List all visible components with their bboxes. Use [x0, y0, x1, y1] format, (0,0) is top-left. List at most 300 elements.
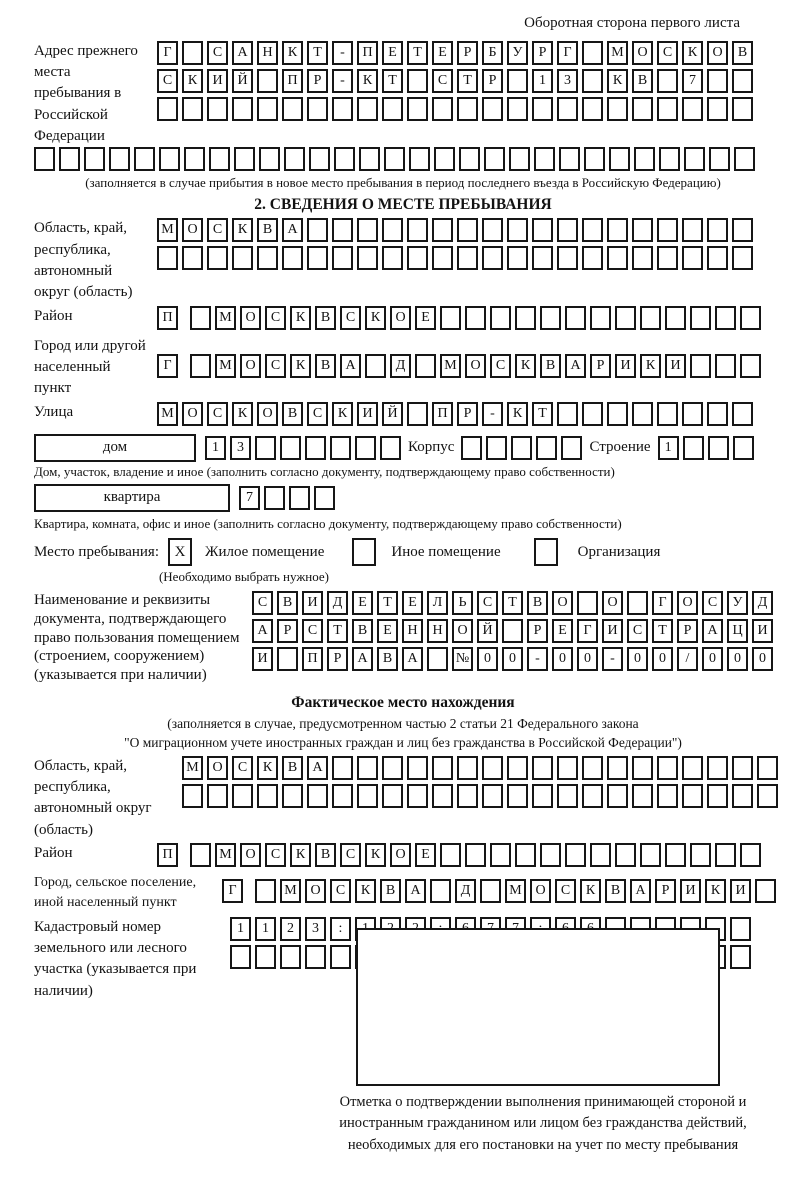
- char-cell[interactable]: [457, 218, 478, 242]
- char-cell[interactable]: Т: [377, 591, 398, 615]
- char-cell[interactable]: [257, 69, 278, 93]
- char-cell[interactable]: В: [380, 879, 401, 903]
- char-cell[interactable]: С: [207, 402, 228, 426]
- char-cell[interactable]: О: [240, 843, 261, 867]
- char-cell[interactable]: [482, 218, 503, 242]
- char-cell[interactable]: [557, 402, 578, 426]
- char-cell[interactable]: М: [215, 843, 236, 867]
- char-cell[interactable]: С: [340, 306, 361, 330]
- char-cell[interactable]: А: [307, 756, 328, 780]
- char-cell[interactable]: [733, 436, 754, 460]
- char-cell[interactable]: А: [282, 218, 303, 242]
- char-cell[interactable]: [684, 147, 705, 171]
- char-cell[interactable]: [690, 306, 711, 330]
- char-cell[interactable]: У: [727, 591, 748, 615]
- char-cell[interactable]: [409, 147, 430, 171]
- char-cell[interactable]: [732, 218, 753, 242]
- char-cell[interactable]: К: [705, 879, 726, 903]
- char-cell[interactable]: В: [282, 756, 303, 780]
- char-cell[interactable]: [282, 246, 303, 270]
- char-cell[interactable]: [314, 486, 335, 510]
- char-cell[interactable]: [182, 246, 203, 270]
- char-cell[interactable]: С: [627, 619, 648, 643]
- char-cell[interactable]: [382, 218, 403, 242]
- char-cell[interactable]: [557, 756, 578, 780]
- char-cell[interactable]: С: [252, 591, 273, 615]
- char-cell[interactable]: [511, 436, 532, 460]
- char-cell[interactable]: Н: [402, 619, 423, 643]
- char-cell[interactable]: [582, 41, 603, 65]
- char-cell[interactable]: [682, 246, 703, 270]
- char-cell[interactable]: [490, 306, 511, 330]
- char-cell[interactable]: [407, 756, 428, 780]
- char-cell[interactable]: С: [307, 402, 328, 426]
- char-cell[interactable]: [607, 97, 628, 121]
- char-cell[interactable]: Д: [752, 591, 773, 615]
- char-cell[interactable]: Г: [157, 41, 178, 65]
- char-cell[interactable]: О: [207, 756, 228, 780]
- char-cell[interactable]: К: [507, 402, 528, 426]
- char-cell[interactable]: О: [390, 843, 411, 867]
- char-cell[interactable]: К: [640, 354, 661, 378]
- char-cell[interactable]: И: [207, 69, 228, 93]
- char-cell[interactable]: [682, 218, 703, 242]
- char-cell[interactable]: А: [232, 41, 253, 65]
- char-cell[interactable]: [757, 784, 778, 808]
- char-cell[interactable]: [565, 843, 586, 867]
- char-cell[interactable]: [540, 843, 561, 867]
- char-cell[interactable]: М: [215, 354, 236, 378]
- char-cell[interactable]: [407, 246, 428, 270]
- char-cell[interactable]: 0: [577, 647, 598, 671]
- char-cell[interactable]: [584, 147, 605, 171]
- char-cell[interactable]: К: [365, 306, 386, 330]
- char-cell[interactable]: Ь: [452, 591, 473, 615]
- char-cell[interactable]: [582, 756, 603, 780]
- char-cell[interactable]: 7: [682, 69, 703, 93]
- char-cell[interactable]: Е: [352, 591, 373, 615]
- char-cell[interactable]: [284, 147, 305, 171]
- char-cell[interactable]: [259, 147, 280, 171]
- char-cell[interactable]: [289, 486, 310, 510]
- char-cell[interactable]: [330, 945, 351, 969]
- char-cell[interactable]: [432, 97, 453, 121]
- char-cell[interactable]: О: [677, 591, 698, 615]
- char-cell[interactable]: [515, 843, 536, 867]
- char-cell[interactable]: [632, 218, 653, 242]
- char-cell[interactable]: С: [157, 69, 178, 93]
- char-cell[interactable]: [307, 97, 328, 121]
- char-cell[interactable]: П: [432, 402, 453, 426]
- char-cell[interactable]: 1: [205, 436, 226, 460]
- char-cell[interactable]: [190, 306, 211, 330]
- char-cell[interactable]: [732, 756, 753, 780]
- char-cell[interactable]: 1: [255, 917, 276, 941]
- char-cell[interactable]: [732, 97, 753, 121]
- char-cell[interactable]: [607, 218, 628, 242]
- char-cell[interactable]: И: [680, 879, 701, 903]
- char-cell[interactable]: М: [215, 306, 236, 330]
- char-cell[interactable]: 0: [502, 647, 523, 671]
- char-cell[interactable]: А: [402, 647, 423, 671]
- checkbox-inoe[interactable]: [352, 538, 376, 566]
- char-cell[interactable]: [532, 218, 553, 242]
- checkbox-organizatsiya[interactable]: [534, 538, 558, 566]
- char-cell[interactable]: [732, 246, 753, 270]
- char-cell[interactable]: [732, 69, 753, 93]
- char-cell[interactable]: М: [182, 756, 203, 780]
- char-cell[interactable]: П: [157, 306, 178, 330]
- char-cell[interactable]: Н: [257, 41, 278, 65]
- char-cell[interactable]: К: [232, 402, 253, 426]
- char-cell[interactable]: В: [527, 591, 548, 615]
- char-cell[interactable]: [190, 354, 211, 378]
- char-cell[interactable]: [332, 218, 353, 242]
- char-cell[interactable]: [657, 784, 678, 808]
- char-cell[interactable]: В: [540, 354, 561, 378]
- char-cell[interactable]: [182, 97, 203, 121]
- char-cell[interactable]: О: [707, 41, 728, 65]
- char-cell[interactable]: К: [290, 306, 311, 330]
- char-cell[interactable]: [486, 436, 507, 460]
- char-cell[interactable]: Р: [277, 619, 298, 643]
- char-cell[interactable]: [232, 97, 253, 121]
- char-cell[interactable]: Р: [532, 41, 553, 65]
- char-cell[interactable]: Е: [432, 41, 453, 65]
- char-cell[interactable]: А: [405, 879, 426, 903]
- char-cell[interactable]: [182, 784, 203, 808]
- char-cell[interactable]: Ц: [727, 619, 748, 643]
- char-cell[interactable]: [190, 843, 211, 867]
- char-cell[interactable]: П: [282, 69, 303, 93]
- char-cell[interactable]: [682, 756, 703, 780]
- char-cell[interactable]: Е: [552, 619, 573, 643]
- char-cell[interactable]: Р: [327, 647, 348, 671]
- char-cell[interactable]: И: [357, 402, 378, 426]
- char-cell[interactable]: [264, 486, 285, 510]
- char-cell[interactable]: -: [332, 69, 353, 93]
- char-cell[interactable]: [432, 784, 453, 808]
- char-cell[interactable]: [657, 402, 678, 426]
- char-cell[interactable]: [634, 147, 655, 171]
- char-cell[interactable]: О: [305, 879, 326, 903]
- char-cell[interactable]: [632, 246, 653, 270]
- char-cell[interactable]: К: [682, 41, 703, 65]
- char-cell[interactable]: 0: [702, 647, 723, 671]
- char-cell[interactable]: [590, 843, 611, 867]
- char-cell[interactable]: [707, 246, 728, 270]
- char-cell[interactable]: К: [515, 354, 536, 378]
- char-cell[interactable]: [659, 147, 680, 171]
- char-cell[interactable]: С: [207, 218, 228, 242]
- char-cell[interactable]: [709, 147, 730, 171]
- char-cell[interactable]: [582, 784, 603, 808]
- char-cell[interactable]: [532, 784, 553, 808]
- char-cell[interactable]: К: [290, 354, 311, 378]
- char-cell[interactable]: [457, 784, 478, 808]
- char-cell[interactable]: И: [615, 354, 636, 378]
- char-cell[interactable]: Й: [382, 402, 403, 426]
- char-cell[interactable]: Т: [327, 619, 348, 643]
- char-cell[interactable]: [430, 879, 451, 903]
- char-cell[interactable]: К: [607, 69, 628, 93]
- char-cell[interactable]: 3: [557, 69, 578, 93]
- char-cell[interactable]: [384, 147, 405, 171]
- char-cell[interactable]: С: [232, 756, 253, 780]
- char-cell[interactable]: [157, 97, 178, 121]
- char-cell[interactable]: 0: [752, 647, 773, 671]
- char-cell[interactable]: [407, 69, 428, 93]
- char-cell[interactable]: [159, 147, 180, 171]
- char-cell[interactable]: О: [530, 879, 551, 903]
- char-cell[interactable]: [534, 147, 555, 171]
- char-cell[interactable]: [334, 147, 355, 171]
- char-cell[interactable]: Е: [415, 306, 436, 330]
- char-cell[interactable]: [234, 147, 255, 171]
- char-cell[interactable]: [207, 97, 228, 121]
- char-cell[interactable]: Т: [382, 69, 403, 93]
- char-cell[interactable]: Р: [457, 41, 478, 65]
- char-cell[interactable]: [432, 246, 453, 270]
- char-cell[interactable]: [330, 436, 351, 460]
- char-cell[interactable]: [509, 147, 530, 171]
- char-cell[interactable]: Т: [652, 619, 673, 643]
- char-cell[interactable]: Й: [477, 619, 498, 643]
- char-cell[interactable]: К: [282, 41, 303, 65]
- char-cell[interactable]: [280, 945, 301, 969]
- char-cell[interactable]: Г: [652, 591, 673, 615]
- char-cell[interactable]: [507, 784, 528, 808]
- char-cell[interactable]: И: [302, 591, 323, 615]
- char-cell[interactable]: [609, 147, 630, 171]
- char-cell[interactable]: 1: [230, 917, 251, 941]
- char-cell[interactable]: И: [602, 619, 623, 643]
- char-cell[interactable]: [715, 843, 736, 867]
- char-cell[interactable]: С: [477, 591, 498, 615]
- char-cell[interactable]: Т: [457, 69, 478, 93]
- char-cell[interactable]: [282, 784, 303, 808]
- char-cell[interactable]: Е: [382, 41, 403, 65]
- char-cell[interactable]: [557, 218, 578, 242]
- char-cell[interactable]: [332, 784, 353, 808]
- char-cell[interactable]: [607, 246, 628, 270]
- char-cell[interactable]: [632, 97, 653, 121]
- char-cell[interactable]: А: [630, 879, 651, 903]
- char-cell[interactable]: [582, 69, 603, 93]
- char-cell[interactable]: -: [602, 647, 623, 671]
- char-cell[interactable]: Е: [415, 843, 436, 867]
- char-cell[interactable]: Г: [577, 619, 598, 643]
- char-cell[interactable]: [632, 756, 653, 780]
- char-cell[interactable]: [482, 246, 503, 270]
- char-cell[interactable]: [382, 97, 403, 121]
- char-cell[interactable]: [84, 147, 105, 171]
- char-cell[interactable]: [565, 306, 586, 330]
- char-cell[interactable]: П: [302, 647, 323, 671]
- char-cell[interactable]: [440, 843, 461, 867]
- char-cell[interactable]: [582, 218, 603, 242]
- char-cell[interactable]: К: [355, 879, 376, 903]
- char-cell[interactable]: О: [390, 306, 411, 330]
- char-cell[interactable]: О: [240, 306, 261, 330]
- char-cell[interactable]: О: [602, 591, 623, 615]
- char-cell[interactable]: /: [677, 647, 698, 671]
- char-cell[interactable]: [482, 97, 503, 121]
- char-cell[interactable]: С: [302, 619, 323, 643]
- char-cell[interactable]: Д: [390, 354, 411, 378]
- char-cell[interactable]: 0: [477, 647, 498, 671]
- checkbox-zhiloe[interactable]: X: [168, 538, 192, 566]
- char-cell[interactable]: Е: [377, 619, 398, 643]
- char-cell[interactable]: [459, 147, 480, 171]
- char-cell[interactable]: [740, 354, 761, 378]
- char-cell[interactable]: [632, 402, 653, 426]
- dom-box[interactable]: дом: [34, 434, 196, 462]
- char-cell[interactable]: [307, 246, 328, 270]
- char-cell[interactable]: -: [332, 41, 353, 65]
- char-cell[interactable]: Р: [527, 619, 548, 643]
- char-cell[interactable]: О: [552, 591, 573, 615]
- char-cell[interactable]: [457, 756, 478, 780]
- char-cell[interactable]: 3: [305, 917, 326, 941]
- kvartira-box[interactable]: квартира: [34, 484, 230, 512]
- char-cell[interactable]: [415, 354, 436, 378]
- char-cell[interactable]: А: [702, 619, 723, 643]
- char-cell[interactable]: [507, 246, 528, 270]
- char-cell[interactable]: [532, 756, 553, 780]
- char-cell[interactable]: [682, 784, 703, 808]
- char-cell[interactable]: [382, 756, 403, 780]
- char-cell[interactable]: В: [257, 218, 278, 242]
- char-cell[interactable]: В: [732, 41, 753, 65]
- char-cell[interactable]: [740, 843, 761, 867]
- char-cell[interactable]: [657, 246, 678, 270]
- char-cell[interactable]: [682, 97, 703, 121]
- char-cell[interactable]: В: [282, 402, 303, 426]
- char-cell[interactable]: [732, 784, 753, 808]
- char-cell[interactable]: И: [752, 619, 773, 643]
- char-cell[interactable]: [157, 246, 178, 270]
- char-cell[interactable]: [540, 306, 561, 330]
- char-cell[interactable]: [355, 436, 376, 460]
- char-cell[interactable]: А: [352, 647, 373, 671]
- char-cell[interactable]: [665, 843, 686, 867]
- char-cell[interactable]: [577, 591, 598, 615]
- char-cell[interactable]: [357, 97, 378, 121]
- char-cell[interactable]: [690, 354, 711, 378]
- char-cell[interactable]: [482, 784, 503, 808]
- char-cell[interactable]: [207, 784, 228, 808]
- char-cell[interactable]: [407, 402, 428, 426]
- char-cell[interactable]: [257, 784, 278, 808]
- char-cell[interactable]: [482, 756, 503, 780]
- char-cell[interactable]: [332, 756, 353, 780]
- char-cell[interactable]: [757, 756, 778, 780]
- char-cell[interactable]: Т: [532, 402, 553, 426]
- char-cell[interactable]: [640, 843, 661, 867]
- char-cell[interactable]: О: [257, 402, 278, 426]
- char-cell[interactable]: С: [207, 41, 228, 65]
- char-cell[interactable]: [282, 97, 303, 121]
- char-cell[interactable]: Д: [327, 591, 348, 615]
- char-cell[interactable]: О: [465, 354, 486, 378]
- char-cell[interactable]: [715, 306, 736, 330]
- char-cell[interactable]: О: [182, 218, 203, 242]
- char-cell[interactable]: [434, 147, 455, 171]
- char-cell[interactable]: [640, 306, 661, 330]
- char-cell[interactable]: [34, 147, 55, 171]
- char-cell[interactable]: С: [265, 306, 286, 330]
- char-cell[interactable]: [690, 843, 711, 867]
- char-cell[interactable]: [232, 246, 253, 270]
- char-cell[interactable]: [357, 784, 378, 808]
- char-cell[interactable]: [255, 436, 276, 460]
- char-cell[interactable]: И: [730, 879, 751, 903]
- char-cell[interactable]: [707, 756, 728, 780]
- char-cell[interactable]: [484, 147, 505, 171]
- char-cell[interactable]: [359, 147, 380, 171]
- char-cell[interactable]: М: [607, 41, 628, 65]
- char-cell[interactable]: П: [357, 41, 378, 65]
- char-cell[interactable]: [708, 436, 729, 460]
- char-cell[interactable]: Г: [557, 41, 578, 65]
- char-cell[interactable]: [730, 945, 751, 969]
- char-cell[interactable]: [507, 69, 528, 93]
- char-cell[interactable]: В: [315, 354, 336, 378]
- char-cell[interactable]: [607, 784, 628, 808]
- char-cell[interactable]: С: [657, 41, 678, 65]
- char-cell[interactable]: [615, 843, 636, 867]
- char-cell[interactable]: Р: [677, 619, 698, 643]
- char-cell[interactable]: [209, 147, 230, 171]
- char-cell[interactable]: В: [377, 647, 398, 671]
- char-cell[interactable]: [582, 402, 603, 426]
- char-cell[interactable]: Р: [482, 69, 503, 93]
- char-cell[interactable]: [461, 436, 482, 460]
- char-cell[interactable]: [682, 402, 703, 426]
- char-cell[interactable]: М: [280, 879, 301, 903]
- char-cell[interactable]: [457, 97, 478, 121]
- char-cell[interactable]: [182, 41, 203, 65]
- char-cell[interactable]: [507, 218, 528, 242]
- char-cell[interactable]: Б: [482, 41, 503, 65]
- char-cell[interactable]: С: [702, 591, 723, 615]
- char-cell[interactable]: В: [277, 591, 298, 615]
- char-cell[interactable]: К: [332, 402, 353, 426]
- char-cell[interactable]: [557, 246, 578, 270]
- char-cell[interactable]: С: [432, 69, 453, 93]
- char-cell[interactable]: [657, 69, 678, 93]
- char-cell[interactable]: [707, 402, 728, 426]
- char-cell[interactable]: Л: [427, 591, 448, 615]
- char-cell[interactable]: [502, 619, 523, 643]
- char-cell[interactable]: В: [315, 306, 336, 330]
- char-cell[interactable]: [380, 436, 401, 460]
- char-cell[interactable]: [582, 97, 603, 121]
- char-cell[interactable]: [734, 147, 755, 171]
- char-cell[interactable]: Р: [590, 354, 611, 378]
- char-cell[interactable]: 1: [658, 436, 679, 460]
- char-cell[interactable]: [427, 647, 448, 671]
- char-cell[interactable]: [632, 784, 653, 808]
- char-cell[interactable]: [230, 945, 251, 969]
- char-cell[interactable]: [740, 306, 761, 330]
- char-cell[interactable]: 0: [727, 647, 748, 671]
- char-cell[interactable]: Т: [407, 41, 428, 65]
- char-cell[interactable]: [357, 218, 378, 242]
- char-cell[interactable]: [707, 97, 728, 121]
- char-cell[interactable]: [332, 246, 353, 270]
